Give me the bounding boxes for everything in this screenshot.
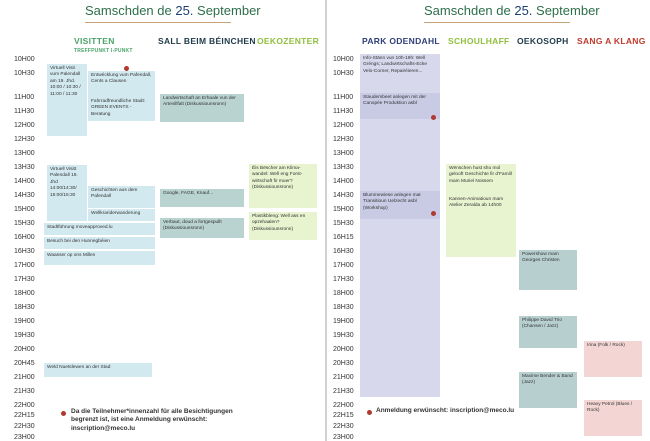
time-label: 18H30	[14, 304, 35, 311]
time-label: 22H30	[333, 423, 354, 430]
time-label: 11H00	[14, 94, 35, 101]
time-label: 14H30	[14, 192, 35, 199]
time-label: 11H30	[14, 108, 35, 115]
time-label: 18H00	[14, 290, 35, 297]
venue-schoulhaff: SCHOULHAFF	[448, 36, 510, 46]
time-label: 19H00	[14, 318, 35, 325]
date-underline	[424, 22, 570, 23]
registration-dot	[124, 66, 129, 71]
time-label: 15H00	[333, 206, 354, 213]
event-virtuell-visit-1[interactable]: Virtuell Visit vum Palendall am 19. Jhd. 10:00 / 10:30 / 11:00 / 11:30	[47, 64, 87, 136]
right-schedule-panel	[327, 0, 650, 441]
event-stadtfuhrung[interactable]: Stadtführung moveapproved.lu	[44, 223, 155, 235]
time-label: 12H30	[14, 136, 35, 143]
time-label: 22H15	[14, 412, 35, 419]
venue-sang-a-klang: SANG A KLANG	[577, 36, 646, 46]
registration-dot	[431, 115, 436, 120]
venue-park-odendahl: PARK ODENDAHL	[362, 36, 440, 46]
date-prefix: Samschden de	[424, 3, 515, 18]
time-label: 17H00	[14, 262, 35, 269]
time-label: 20H00	[14, 346, 35, 353]
time-label: 18H00	[333, 290, 354, 297]
time-label: 10H30	[14, 70, 35, 77]
time-label: 15H30	[333, 220, 354, 227]
event-geschichten-pafendall[interactable]: Geschichten aus dem Pafendall	[88, 186, 155, 208]
event-waasser-millen[interactable]: Waasser op ons Millen	[44, 251, 155, 265]
time-label: 12H30	[333, 136, 354, 143]
time-label: 22H15	[333, 412, 354, 419]
event-landwirtschaft[interactable]: Landwirtschaft an Erhaale vun der Artevillfalt (Diskussiounsronn)	[160, 94, 244, 122]
event-bescher-klima[interactable]: Ëis Bëscher am Klimawandel: Well eng Forstwirtschaft fir muer? (Diskussiounsronn)	[249, 164, 317, 208]
event-kannen-animatioun[interactable]: Kannen-Animatioun mam Atelier Zeralda ab 14h00	[446, 195, 516, 217]
event-wenschen[interactable]: Wënschen hust sho mol gelooft Geschichte fir d'Famill mam Muriel Nossem	[446, 164, 516, 192]
time-label: 12H00	[14, 122, 35, 129]
event-powershow[interactable]: Powershow mam Georges Christen	[519, 250, 577, 290]
time-label: 21H30	[333, 388, 354, 395]
venue-oekosoph: OEKOSOPH	[517, 36, 569, 46]
note-dot	[61, 411, 66, 416]
venue-sall-beim-beinchen: SALL BEIM BÉINCHEN	[158, 36, 256, 46]
event-hunnegbeien[interactable]: Besuch bei den Hunnegbéien	[44, 237, 155, 249]
time-label: 10H00	[14, 56, 35, 63]
time-label: 16H15	[333, 234, 354, 241]
time-label: 13H00	[333, 150, 354, 157]
registration-dot	[431, 211, 436, 216]
event-wellkrariderwanderung[interactable]: Wellkrariderwanderung	[88, 209, 155, 221]
event-blummewiese[interactable]: Blummewiese anlegen mat Transitioun Uelzecht asbl (Workshop)	[360, 191, 440, 219]
time-label: 10H00	[333, 56, 354, 63]
time-label: 16H00	[14, 234, 35, 241]
date-prefix: Samschden de	[85, 3, 176, 18]
note-dot	[367, 410, 372, 415]
time-label: 22H00	[333, 402, 354, 409]
date-number: 25.	[514, 3, 533, 18]
time-label: 17H30	[14, 276, 35, 283]
time-label: 14H00	[333, 178, 354, 185]
date-number: 25.	[175, 3, 194, 18]
time-label: 16H30	[333, 248, 354, 255]
event-nuetslewen[interactable]: Weld Nuetslewen an der Stad	[44, 363, 152, 377]
event-heavy-petrol[interactable]: Heavy Petrol (Blues / Rock)	[584, 400, 642, 436]
time-label: 14H30	[333, 192, 354, 199]
time-label: 22H30	[14, 423, 35, 430]
time-label: 11H30	[333, 108, 354, 115]
time-label: 20H45	[14, 360, 35, 367]
event-plastikbleng[interactable]: Plastikbleng: Well ass en opzehaalen? (Diskussiounsronn)	[249, 212, 317, 240]
time-label: 10H30	[333, 70, 354, 77]
time-label: 13H00	[14, 150, 35, 157]
registration-note: Da die Teilnehmer*innenzahl für alle Besichtigungen begrenzt ist, ist eine Anmeldung erwünscht: inscription@meco.lu	[71, 408, 233, 432]
time-label: 11H00	[333, 94, 354, 101]
time-label: 17H30	[333, 276, 354, 283]
event-maxime-bender[interactable]: Maxime Bender & Band (Jazz)	[519, 372, 577, 408]
time-label: 21H00	[333, 374, 354, 381]
event-verbaut[interactable]: Verbaut, doud a fortgespullt (Diskussiounsronn)	[160, 218, 244, 238]
time-label: 20H00	[333, 346, 354, 353]
time-label: 21H30	[14, 388, 35, 395]
time-label: 20H30	[333, 360, 354, 367]
date-suffix: September	[193, 3, 261, 18]
time-label: 13H30	[333, 164, 354, 171]
time-label: 19H30	[14, 332, 35, 339]
date-underline	[85, 22, 231, 23]
time-label: 14H00	[14, 178, 35, 185]
event-entwecklung[interactable]: Entwécklung vum Pafendall, Cents a Clausen	[88, 71, 155, 97]
time-label: 22H00	[14, 402, 35, 409]
date-suffix: September	[532, 3, 600, 18]
event-info-staenn[interactable]: Info-Stänn vun 10h-19h: Well Gréngs; Landwirtschafts-Ecke Velo-Corner, Repairéieren...	[360, 54, 440, 90]
time-label: 19H30	[333, 332, 354, 339]
event-staudembeet[interactable]: Staudembeet anlegen mit der Canopée Produktion asbl	[360, 93, 440, 119]
event-irina[interactable]: Irina (Folk / Rock)	[584, 341, 642, 377]
time-label: 16H30	[14, 248, 35, 255]
right-date-title	[424, 3, 600, 18]
time-label: 23H00	[333, 434, 354, 441]
time-label: 12H00	[333, 122, 354, 129]
time-label: 17H00	[333, 262, 354, 269]
event-virtuell-visit-2[interactable]: Virtuell Visitt Palendall 19. Jhd 14:00/14:30/ 15:00/15:30	[47, 165, 87, 221]
time-label: 23H00	[14, 434, 35, 441]
event-philippe-david[interactable]: Philippe David Trio (Chansen / Jazz)	[519, 316, 577, 348]
left-date-title	[85, 3, 261, 18]
venue-visitten-sub: TREFFPUNKT I-PUNKT	[74, 48, 133, 54]
time-label: 15H00	[14, 206, 35, 213]
event-fahrrad-green-events[interactable]: Fahrradfreundliche Stadt: GREEN EVENTS - Beratung	[88, 97, 155, 121]
time-label: 21H00	[14, 374, 35, 381]
time-label: 19H00	[333, 318, 354, 325]
venue-visitten: VISITTEN	[74, 36, 115, 46]
time-label: 13H30	[14, 164, 35, 171]
time-label: 15H30	[14, 220, 35, 227]
time-label: 18H30	[333, 304, 354, 311]
event-google-fage[interactable]: Google, FAGE, Knauf...	[160, 189, 244, 207]
venue-oekozenter: OEKOZENTER	[257, 36, 320, 46]
registration-note: Anmeldung erwünscht: inscription@meco.lu	[376, 407, 515, 414]
